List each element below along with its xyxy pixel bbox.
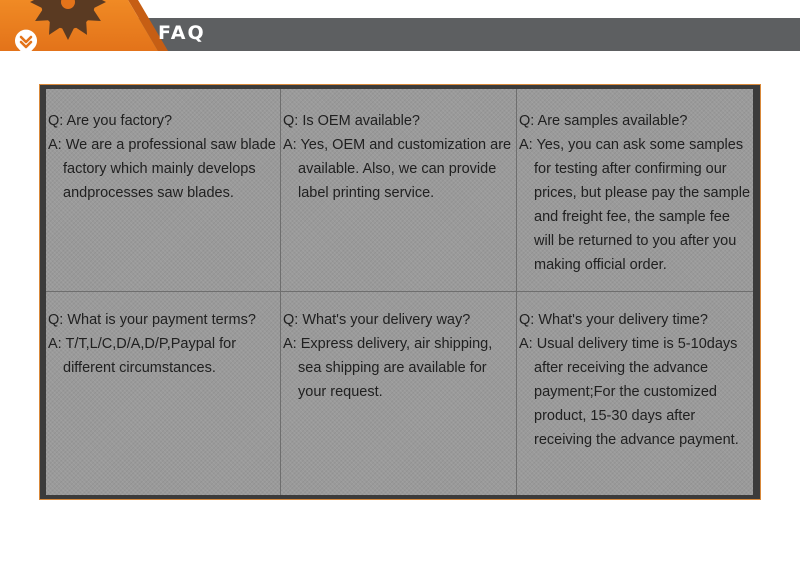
page-title: FAQ — [158, 22, 206, 44]
faq-question: Q: Is OEM available? — [283, 113, 420, 129]
faq-question: Q: What's your delivery way? — [283, 312, 471, 328]
faq-question: Q: What is your payment terms? — [48, 312, 256, 328]
faq-item — [281, 292, 517, 495]
faq-item — [517, 292, 753, 495]
faq-item — [281, 89, 517, 292]
faq-grid — [46, 89, 753, 495]
faq-question: Q: Are samples available? — [519, 113, 688, 129]
faq-answer: A: Express delivery, air shipping, sea shipping are available for your request. — [283, 336, 493, 400]
faq-answer: A: Yes, OEM and customization are available. Also, we can provide label printing service. — [283, 137, 512, 201]
faq-question: Q: Are you factory? — [48, 113, 173, 129]
faq-item — [517, 89, 753, 292]
faq-answer: A: Usual delivery time is 5-10days after receiving the advance payment;For the customized product, 15-30 days after receiving the advance payment. — [519, 336, 739, 448]
faq-answer: A: T/T,L/C,D/A,D/P,Paypal for different circumstances. — [48, 336, 237, 376]
faq-table — [39, 84, 761, 500]
faq-item — [46, 89, 281, 292]
faq-item — [46, 292, 281, 495]
faq-answer: A: We are a professional saw blade factory which mainly develops andprocesses saw blades. — [48, 137, 276, 201]
chevron-down-icon — [14, 28, 38, 58]
faq-answer: A: Yes, you can ask some samples for testing after confirming our prices, but please pay the sample and freight fee, the sample fee will be returned to you after you making official order. — [519, 137, 751, 273]
saw-blade-icon — [28, 0, 108, 42]
faq-question: Q: What's your delivery time? — [519, 312, 708, 328]
